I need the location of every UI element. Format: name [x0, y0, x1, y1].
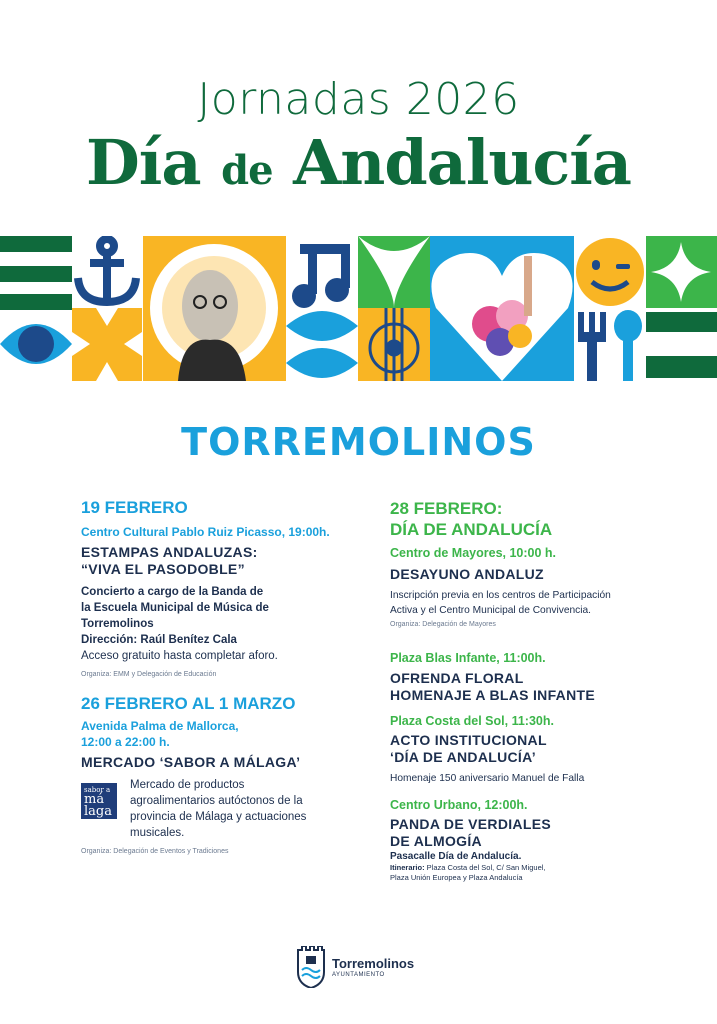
town-crest-icon: [296, 946, 326, 988]
event3-desc: Homenaje 150 aniversario Manuel de Falla: [390, 773, 585, 784]
title-part1: Día: [86, 126, 201, 199]
section1-direction: Dirección: Raúl Benítez Cala: [81, 634, 237, 646]
event4-title-line2: DE ALMOGÍA: [390, 833, 482, 849]
section1-title-line1: ESTAMPAS ANDALUZAS:: [81, 544, 258, 560]
section2-desc-line3: provincia de Málaga y actuaciones: [130, 811, 307, 823]
section1-desc-line1: Concierto a cargo de la Banda de: [81, 586, 264, 598]
section2-desc-line4: musicales.: [130, 827, 185, 839]
title-part2: Andalucía: [293, 126, 631, 199]
section2-title: MERCADO ‘SABOR A MÁLAGA’: [81, 754, 301, 770]
portrait-image: [143, 236, 286, 381]
right-date-line1: 28 FEBRERO:: [390, 499, 503, 518]
sabor-a-malaga-logo: sabor a má laga: [81, 783, 117, 819]
event3-title-line2: ‘DÍA DE ANDALUCÍA’: [390, 749, 536, 765]
section2-venue-line1: Avenida Palma de Mallorca,: [81, 719, 239, 733]
smiley-wink-icon: [576, 238, 644, 306]
music-tile: [286, 236, 358, 381]
event4-venue: Centro Urbano, 12:00h.: [390, 798, 528, 812]
event2-title-line1: OFRENDA FLORAL: [390, 670, 524, 686]
fork-spoon-icon: [578, 310, 642, 381]
section1-organiza: Organiza: EMM y Delegación de Educación: [81, 671, 217, 678]
event4-title-line1: PANDA DE VERDIALES: [390, 816, 551, 832]
event1-title: DESAYUNO ANDALUZ: [390, 566, 544, 582]
event2-title-line2: HOMENAJE A BLAS INFANTE: [390, 687, 595, 703]
footer-logo: [296, 946, 436, 990]
event3-venue: Plaza Costa del Sol, 11:30h.: [390, 714, 554, 728]
header-title: [0, 126, 717, 199]
decorative-mosaic: [0, 236, 717, 381]
footer-sub: AYUNTAMIENTO: [332, 972, 385, 978]
section1-date: 19 FEBRERO: [81, 498, 188, 517]
event4-itinerary-line1: Itinerario: Plaza Costa del Sol, C/ San Miguel,: [390, 863, 546, 872]
event1-desc-line1: Inscripción previa en los centros de Participación: [390, 590, 611, 601]
right-column: [390, 498, 660, 883]
event2-venue: Plaza Blas Infante, 11:00h.: [390, 651, 546, 665]
event4-itinerary-line2: Plaza Unión Europea y Plaza Andalucía: [390, 873, 523, 882]
heart-flowers-image: [430, 236, 574, 381]
event3-title-line1: ACTO INSTITUCIONAL: [390, 732, 547, 748]
section2-desc-line1: Mercado de productos: [130, 779, 245, 791]
section2-venue-line2: 12:00 a 22:00 h.: [81, 735, 170, 749]
event1-desc-line2: Activa y el Centro Municipal de Convivencia.: [390, 605, 592, 616]
section2-date: 26 FEBRERO AL 1 MARZO: [81, 694, 296, 713]
stripes-eye-tile: [0, 236, 72, 364]
right-date-line2: DÍA DE ANDALUCÍA: [390, 520, 553, 539]
section2-organiza: Organiza: Delegación de Eventos y Tradiciones: [81, 848, 229, 855]
event4-subtitle: Pasacalle Día de Andalucía.: [390, 851, 522, 862]
section1-venue: Centro Cultural Pablo Ruiz Picasso, 19:00h.: [81, 525, 330, 539]
section2-desc-line2: agroalimentarios autóctonos de la: [130, 795, 303, 807]
footer-name: Torremolinos: [332, 956, 415, 971]
eye-icon: [0, 324, 72, 364]
anchor-tile: [72, 239, 142, 381]
anchor-icon: [78, 239, 136, 302]
city-title: TORREMOLINOS: [181, 420, 536, 464]
event1-venue: Centro de Mayores, 10:00 h.: [390, 546, 557, 560]
leaves-guitar-tile: [358, 236, 430, 381]
event1-organiza: Organiza: Delegación de Mayores: [390, 621, 496, 628]
section1-title-line2: “VIVA EL PASODOBLE”: [81, 561, 245, 577]
star-tile: [646, 236, 717, 378]
section1-access: Acceso gratuito hasta completar aforo.: [81, 650, 278, 662]
header-subtitle: Jornadas 2026: [197, 74, 520, 125]
smiley-tile: [574, 236, 646, 381]
section1-desc-line2: la Escuela Municipal de Música de: [81, 602, 269, 614]
section1-desc-line3: Torremolinos: [81, 618, 154, 630]
title-connector: de: [221, 147, 273, 194]
